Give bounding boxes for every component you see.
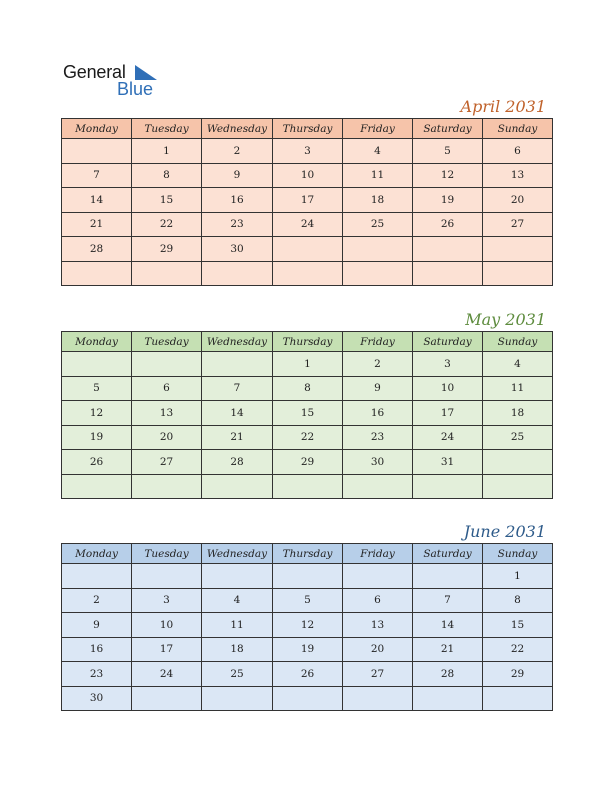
day-cell: 16: [202, 188, 273, 213]
month-title: May 2031: [465, 310, 546, 329]
day-cell: [132, 352, 202, 377]
day-cell: 10: [413, 376, 483, 401]
day-cell: [413, 237, 483, 262]
day-cell: 17: [273, 188, 343, 213]
day-cell: [62, 564, 132, 589]
week-row: [62, 662, 553, 687]
week-row: [62, 588, 553, 613]
day-cell: [483, 474, 553, 499]
day-cell: [483, 686, 553, 711]
day-cell: 3: [413, 352, 483, 377]
weekday-header: Sunday: [483, 119, 553, 139]
day-cell: 5: [62, 376, 132, 401]
day-cell: 5: [413, 139, 483, 164]
day-cell: [202, 474, 273, 499]
logo-text-general: General: [63, 62, 126, 82]
day-cell: [413, 474, 483, 499]
day-cell: 17: [413, 401, 483, 426]
week-row: [62, 450, 553, 475]
day-cell: 4: [202, 588, 273, 613]
weekday-header: Tuesday: [132, 544, 202, 564]
day-cell: [132, 261, 202, 286]
month-title: June 2031: [463, 522, 546, 541]
day-cell: 11: [202, 613, 273, 638]
day-cell: 10: [132, 613, 202, 638]
weekday-header: Sunday: [483, 544, 553, 564]
weekday-header: Friday: [343, 332, 413, 352]
day-cell: 29: [132, 237, 202, 262]
day-cell: 22: [132, 212, 202, 237]
day-cell: 27: [343, 662, 413, 687]
day-cell: [413, 686, 483, 711]
week-row: [62, 212, 553, 237]
day-cell: [273, 564, 343, 589]
day-cell: [202, 686, 273, 711]
day-cell: 28: [202, 450, 273, 475]
day-cell: 20: [483, 188, 553, 213]
day-cell: 3: [132, 588, 202, 613]
weekday-header: Monday: [62, 544, 132, 564]
day-cell: 8: [273, 376, 343, 401]
day-cell: 13: [132, 401, 202, 426]
day-cell: 19: [62, 425, 132, 450]
weekday-header: Wednesday: [202, 119, 273, 139]
weekday-header: Tuesday: [132, 119, 202, 139]
weekday-header: Thursday: [273, 119, 343, 139]
day-cell: 11: [343, 163, 413, 188]
week-row: [62, 352, 553, 377]
month-title: April 2031: [460, 97, 546, 116]
day-cell: 21: [62, 212, 132, 237]
day-cell: 23: [62, 662, 132, 687]
day-cell: 24: [132, 662, 202, 687]
day-cell: [62, 139, 132, 164]
day-cell: 22: [273, 425, 343, 450]
day-cell: 6: [343, 588, 413, 613]
day-cell: 30: [202, 237, 273, 262]
day-cell: 31: [413, 450, 483, 475]
day-cell: 27: [483, 212, 553, 237]
day-cell: [202, 564, 273, 589]
day-cell: 12: [62, 401, 132, 426]
day-cell: 15: [132, 188, 202, 213]
day-cell: 18: [483, 401, 553, 426]
day-cell: [273, 261, 343, 286]
day-cell: 1: [273, 352, 343, 377]
weekday-header-row: [62, 544, 553, 564]
weekday-header: Saturday: [413, 544, 483, 564]
day-cell: 9: [62, 613, 132, 638]
day-cell: 24: [413, 425, 483, 450]
day-cell: 17: [132, 637, 202, 662]
day-cell: [273, 474, 343, 499]
day-cell: 9: [343, 376, 413, 401]
day-cell: 26: [273, 662, 343, 687]
day-cell: 5: [273, 588, 343, 613]
week-row: [62, 564, 553, 589]
week-row: [62, 401, 553, 426]
day-cell: [62, 352, 132, 377]
week-row: [62, 237, 553, 262]
day-cell: 26: [413, 212, 483, 237]
day-cell: 21: [202, 425, 273, 450]
day-cell: 22: [483, 637, 553, 662]
day-cell: 15: [483, 613, 553, 638]
week-row: [62, 163, 553, 188]
day-cell: 2: [202, 139, 273, 164]
day-cell: 27: [132, 450, 202, 475]
week-row: [62, 139, 553, 164]
week-row: [62, 425, 553, 450]
day-cell: 10: [273, 163, 343, 188]
day-cell: 8: [132, 163, 202, 188]
day-cell: 11: [483, 376, 553, 401]
day-cell: 28: [62, 237, 132, 262]
weekday-header: Wednesday: [202, 544, 273, 564]
day-cell: 24: [273, 212, 343, 237]
weekday-header: Monday: [62, 119, 132, 139]
day-cell: 13: [483, 163, 553, 188]
day-cell: 7: [202, 376, 273, 401]
day-cell: 12: [413, 163, 483, 188]
day-cell: 30: [343, 450, 413, 475]
weekday-header: Monday: [62, 332, 132, 352]
weekday-header: Friday: [343, 544, 413, 564]
day-cell: [62, 474, 132, 499]
day-cell: 16: [343, 401, 413, 426]
weekday-header: Saturday: [413, 332, 483, 352]
week-row: [62, 261, 553, 286]
day-cell: [132, 686, 202, 711]
day-cell: 29: [273, 450, 343, 475]
day-cell: 6: [132, 376, 202, 401]
day-cell: 6: [483, 139, 553, 164]
logo-text-blue: Blue: [117, 79, 154, 99]
day-cell: 23: [202, 212, 273, 237]
day-cell: [343, 261, 413, 286]
day-cell: 2: [343, 352, 413, 377]
day-cell: [483, 450, 553, 475]
week-row: [62, 376, 553, 401]
calendar-table: [61, 118, 553, 286]
weekday-header: Thursday: [273, 544, 343, 564]
day-cell: [202, 352, 273, 377]
day-cell: [413, 261, 483, 286]
day-cell: 29: [483, 662, 553, 687]
week-row: [62, 637, 553, 662]
calendar-table: [61, 543, 553, 711]
day-cell: 16: [62, 637, 132, 662]
day-cell: 7: [62, 163, 132, 188]
day-cell: 26: [62, 450, 132, 475]
weekday-header: Thursday: [273, 332, 343, 352]
day-cell: [343, 564, 413, 589]
day-cell: 1: [132, 139, 202, 164]
day-cell: [343, 686, 413, 711]
week-row: [62, 188, 553, 213]
day-cell: 4: [343, 139, 413, 164]
day-cell: 18: [343, 188, 413, 213]
day-cell: 21: [413, 637, 483, 662]
day-cell: 25: [343, 212, 413, 237]
day-cell: 9: [202, 163, 273, 188]
day-cell: 23: [343, 425, 413, 450]
day-cell: [413, 564, 483, 589]
weekday-header-row: [62, 119, 553, 139]
day-cell: 20: [343, 637, 413, 662]
weekday-header: Friday: [343, 119, 413, 139]
week-row: [62, 613, 553, 638]
day-cell: [273, 237, 343, 262]
weekday-header: Sunday: [483, 332, 553, 352]
day-cell: [483, 261, 553, 286]
day-cell: 19: [413, 188, 483, 213]
calendar-table: [61, 331, 553, 499]
day-cell: 13: [343, 613, 413, 638]
day-cell: 7: [413, 588, 483, 613]
day-cell: 25: [202, 662, 273, 687]
day-cell: [132, 474, 202, 499]
day-cell: 8: [483, 588, 553, 613]
day-cell: 12: [273, 613, 343, 638]
day-cell: [343, 237, 413, 262]
day-cell: 25: [483, 425, 553, 450]
week-row: [62, 474, 553, 499]
day-cell: [483, 237, 553, 262]
day-cell: 4: [483, 352, 553, 377]
day-cell: [343, 474, 413, 499]
day-cell: 15: [273, 401, 343, 426]
day-cell: 14: [413, 613, 483, 638]
day-cell: 28: [413, 662, 483, 687]
day-cell: 20: [132, 425, 202, 450]
day-cell: 14: [62, 188, 132, 213]
weekday-header: Wednesday: [202, 332, 273, 352]
logo-triangle-icon: [135, 65, 157, 80]
day-cell: 3: [273, 139, 343, 164]
day-cell: 19: [273, 637, 343, 662]
weekday-header-row: [62, 332, 553, 352]
day-cell: 18: [202, 637, 273, 662]
day-cell: 14: [202, 401, 273, 426]
week-row: [62, 686, 553, 711]
day-cell: 1: [483, 564, 553, 589]
day-cell: 30: [62, 686, 132, 711]
day-cell: [202, 261, 273, 286]
day-cell: [62, 261, 132, 286]
logo: [63, 62, 163, 100]
day-cell: [132, 564, 202, 589]
weekday-header: Tuesday: [132, 332, 202, 352]
day-cell: [273, 686, 343, 711]
day-cell: 2: [62, 588, 132, 613]
weekday-header: Saturday: [413, 119, 483, 139]
